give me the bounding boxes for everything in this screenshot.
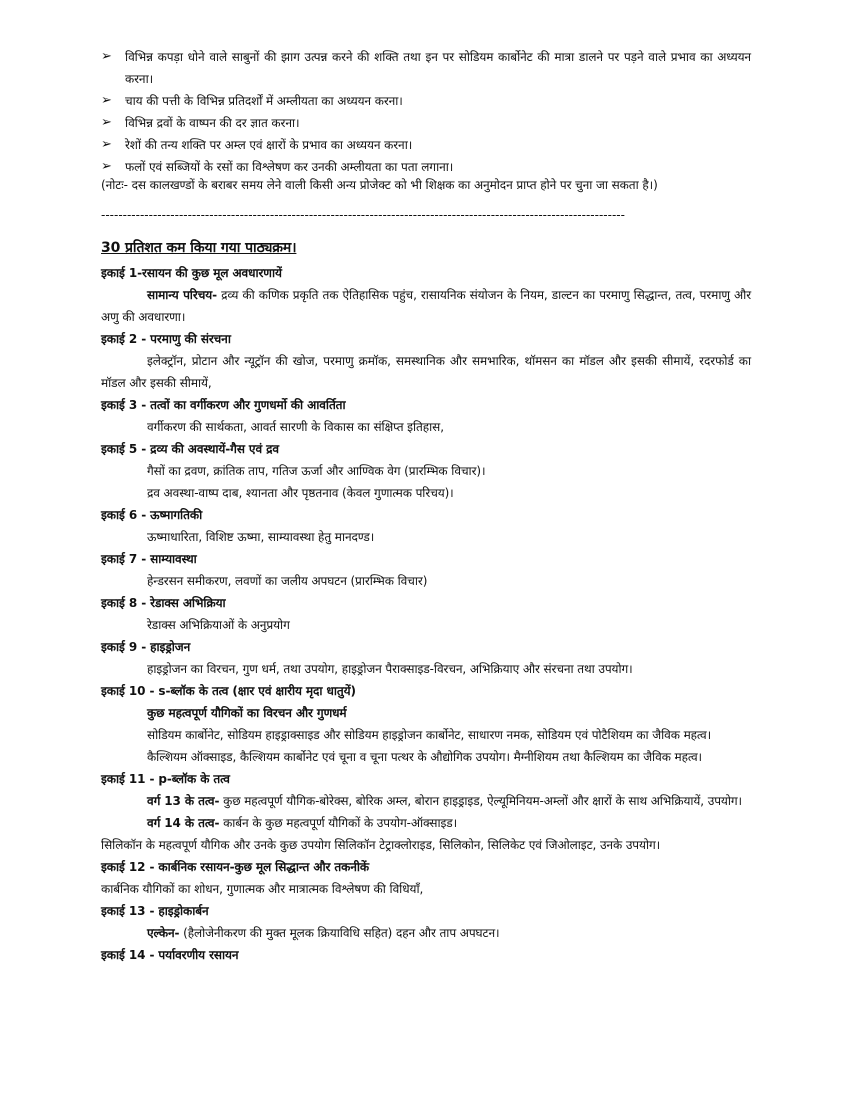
bullet-text: विभिन्न कपड़ा धोने वाले साबुनों की झाग उत्पन्न करने की शक्ति तथा इन पर सोडियम कार्बोनेट की मात्रा डालने पर पड़ने वाले प्रभाव का अध्ययन करना। bbox=[125, 50, 751, 86]
unit-8-title: इकाई 8 - रेडाक्स अभिक्रिया bbox=[101, 596, 226, 610]
reduced-syllabus bbox=[101, 236, 751, 966]
unit-13-title: इकाई 13 - हाइड्रोकार्बन bbox=[101, 904, 209, 918]
unit-1-text: सामान्य परिचय- द्रव्य की कणिक प्रकृति तक ऐतिहासिक पहुंच, रासायनिक संयोजन के नियम, डाल्टन का परमाणु सिद्धान्त, तत्व, परमाणु और अणु की अवधारणा। bbox=[101, 288, 752, 324]
unit-10-subtitle: कुछ महत्वपूर्ण यौगिकों का विरचन और गुणधर्म bbox=[147, 706, 347, 720]
unit-14-title: इकाई 14 - पर्यावरणीय रसायन bbox=[101, 948, 239, 962]
arrow-bullet-icon: ➢ bbox=[101, 137, 112, 152]
arrow-bullet-icon: ➢ bbox=[101, 93, 112, 108]
bullet-text: रेशों की तन्य शक्ति पर अम्ल एवं क्षारों के प्रभाव का अध्ययन करना। bbox=[125, 138, 413, 152]
unit-8-text: रेडाक्स अभिक्रियाओं के अनुप्रयोग bbox=[147, 618, 290, 632]
bullet-text: फलों एवं सब्जियों के रसों का विश्लेषण कर उनकी अम्लीयता का पता लगाना। bbox=[125, 160, 454, 174]
unit-7-text: हेन्डरसन समीकरण, लवणों का जलीय अपघटन (प्रारम्भिक विचार) bbox=[147, 574, 428, 588]
list-item bbox=[101, 90, 751, 112]
section-divider: ------------------------------------------------------------------------------------------------------------------------- bbox=[101, 208, 625, 222]
project-note: (नोटः- दस कालखण्डों के बराबर समय लेने वाली किसी अन्य प्रोजेक्ट को भी शिक्षक का अनुमोदन प्राप्त होने पर चुना जा सकता है।) bbox=[101, 178, 658, 192]
arrow-bullet-icon: ➢ bbox=[101, 49, 112, 64]
unit-9-title: इकाई 9 - हाइड्रोजन bbox=[101, 640, 191, 654]
unit-12-title: इकाई 12 - कार्बनिक रसायन-कुछ मूल सिद्धान्त और तकनीकें bbox=[101, 860, 370, 874]
bullet-text: चाय की पत्ती के विभिन्न प्रतिदर्शों में अम्लीयता का अध्ययन करना। bbox=[125, 94, 403, 108]
unit-5-text-2: द्रव अवस्था-वाष्प दाब, श्यानता और पृष्ठतनाव (केवल गुणात्मक परिचय)। bbox=[147, 486, 454, 500]
list-item bbox=[101, 134, 751, 156]
unit-6-title: इकाई 6 - ऊष्मागतिकी bbox=[101, 508, 203, 522]
unit-3-text: वर्गीकरण की सार्थकता, आवर्त सारणी के विकास का संक्षिप्त इतिहास, bbox=[147, 420, 444, 434]
unit-2-text: इलेक्ट्रॉन, प्रोटान और न्यूट्रॉन की खोज, परमाणु क्रमॉक, समस्थानिक और समभारिक, थॉमसन का मॉडल और इसकी सीमायें, रदरफोर्ड का मॉडल और इसकी सीमायें, bbox=[101, 354, 751, 390]
unit-1-title: इकाई 1-रसायन की कुछ मूल अवधारणायें bbox=[101, 266, 282, 280]
unit-11-text-3: सिलिकॉन के महत्वपूर्ण यौगिक और उनके कुछ उपयोग सिलिकॉन टेट्राक्लोराइड, सिलिकोन, सिलिकेट एवं जिओलाइट, उनके उपयोग। bbox=[101, 838, 661, 852]
unit-10-text-2: कैल्शियम ऑक्साइड, कैल्शियम कार्बोनेट एवं चूना व चूना पत्थर के औद्योगिक उपयोग। मैग्नीशियम तथा कैल्शियम का जैविक महत्व। bbox=[147, 750, 702, 764]
unit-5-title: इकाई 5 - द्रव्य की अवस्थायें-गैस एवं द्रव bbox=[101, 442, 279, 456]
unit-13-text: एल्केन- (हैलोजेनीकरण की मुक्त मूलक क्रियाविधि सहित) दहन और ताप अपघटन। bbox=[147, 926, 500, 940]
list-item bbox=[101, 46, 751, 90]
unit-5-text-1: गैसों का द्रवण, क्रांतिक ताप, गतिज ऊर्जा और आण्विक वेग (प्रारम्भिक विचार)। bbox=[147, 464, 486, 478]
unit-13-lead: एल्केन- bbox=[147, 926, 180, 940]
bullet-text: विभिन्न द्रवों के वाष्पन की दर ज्ञात करना। bbox=[125, 116, 300, 130]
project-bullet-list bbox=[101, 46, 751, 178]
unit-6-text: ऊष्माधारिता, विशिष्ट ऊष्मा, साम्यावस्था हेतु मानदण्ड। bbox=[147, 530, 375, 544]
unit-2-title: इकाई 2 - परमाणु की संरचना bbox=[101, 332, 231, 346]
list-item bbox=[101, 112, 751, 134]
unit-11-lead-1: वर्ग 13 के तत्व- bbox=[147, 794, 220, 808]
arrow-bullet-icon: ➢ bbox=[101, 115, 112, 130]
unit-3-title: इकाई 3 - तत्वों का वर्गीकरण और गुणधर्मो की आवर्तिता bbox=[101, 398, 346, 412]
unit-11-text-2: वर्ग 14 के तत्व- कार्बन के कुछ महत्वपूर्ण यौगिकों के उपयोग-ऑक्साइड। bbox=[147, 816, 458, 830]
unit-7-title: इकाई 7 - साम्यावस्था bbox=[101, 552, 197, 566]
unit-11-title: इकाई 11 - p-ब्लॉक के तत्व bbox=[101, 772, 230, 786]
arrow-bullet-icon: ➢ bbox=[101, 159, 112, 174]
unit-11-lead-2: वर्ग 14 के तत्व- bbox=[147, 816, 220, 830]
unit-1-lead: सामान्य परिचय- bbox=[147, 288, 217, 302]
unit-9-text: हाइड्रोजन का विरचन, गुण धर्म, तथा उपयोग, हाइड्रोजन पैराक्साइड-विरचन, अभिक्रियाए और संरचना तथा उपयोग। bbox=[147, 662, 633, 676]
unit-10-text-1: सोडियम कार्बोनेट, सोडियम हाइड्राक्साइड और सोडियम हाइड्रोजन कार्बोनेट, साधारण नमक, सोडियम एवं पोटैशियम का जैविक महत्व। bbox=[147, 728, 712, 742]
section-title: 30 प्रतिशत कम किया गया पाठ्यक्रम। bbox=[101, 240, 297, 256]
unit-10-title: इकाई 10 - s-ब्लॉक के तत्व (क्षार एवं क्षारीय मृदा धातुयें) bbox=[101, 684, 356, 698]
unit-12-text: कार्बनिक यौगिकों का शोधन, गुणात्मक और मात्रात्मक विश्लेषण की विधियाँ, bbox=[101, 882, 424, 896]
unit-11-text-1: वर्ग 13 के तत्व- कुछ महत्वपूर्ण यौगिक-बोरेक्स, बोरिक अम्ल, बोरान हाइड्राइड, ऐल्यूमिनियम-अम्लों और क्षारों के साथ अभिक्रियायें, उपयोग। bbox=[147, 794, 742, 808]
